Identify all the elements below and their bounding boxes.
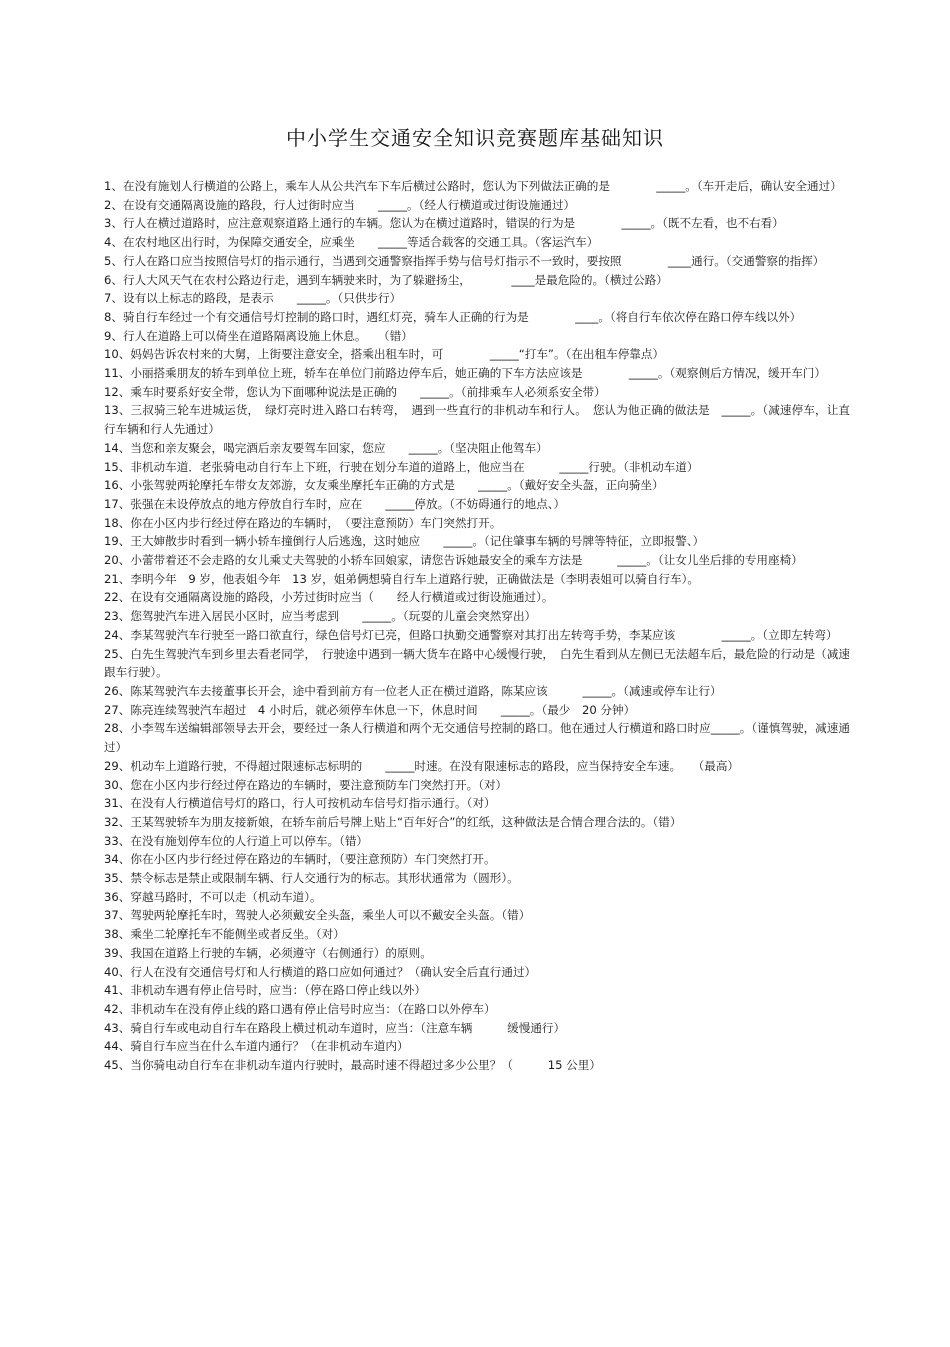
question-item: 21、李明今年 9 岁，他表姐今年 13 岁，姐弟俩想骑自行车上道路行驶，正确做法是（李明表姐可以骑自行车）。 — [104, 571, 699, 586]
question-item: 29、机动车上道路行驶，不得超过限速标志标明的 _____时速。在没有限速标志的路段，应当保持安全车速。 （最高） — [104, 758, 740, 773]
question-item: 27、陈亮连续驾驶汽车超过 4 小时后，就必须停车休息一下，休息时间 _____。（最少 20 分钟） — [104, 702, 636, 717]
question-item: 11、小丽搭乘朋友的轿车到单位上班，轿车在单位门前路边停车后，她正确的下车方法应该是 _____。（观察侧后方情况，缓开车门） — [104, 366, 826, 381]
question-item: 3、行人在横过道路时，应注意观察道路上通行的车辆。您认为在横过道路时，错误的行为是 _____。（既不左看，也不右看） — [104, 216, 784, 231]
question-item: 22、在设有交通隔离设施的路段，小芳过街时应当（ 经人行横道或过街设施通过）。 — [104, 590, 554, 605]
question-item: 5、行人在路口应当按照信号灯的指示通行，当遇到交通警察指挥手势与信号灯指示不一致时，要按照 ____通行。（交通警察的指挥） — [104, 253, 825, 268]
question-item: 42、非机动车在没有停止线的路口遇有停止信号时应当：（在路口以外停车） — [104, 1001, 496, 1016]
question-item: 35、禁令标志是禁止或限制车辆、行人交通行为的标志。其形状通常为（圆形）。 — [104, 871, 519, 886]
question-item: 9、行人在道路上可以倚坐在道路隔离设施上休息。 （错） — [104, 328, 413, 343]
question-item: 17、张强在未设停放点的地方停放自行车时，应在 _____停放。（不妨碍通行的地点、） — [104, 496, 566, 511]
page-title: 中小学生交通安全知识竞赛题库基础知识 — [286, 126, 664, 150]
question-item: 6、行人大风天气在农村公路边行走，遇到车辆驶来时，为了躲避扬尘， ____是最危险的。（横过公路） — [104, 272, 668, 287]
question-item: 25、白先生驾驶汽车到乡里去看老同学， 行驶途中遇到一辆大货车在路中心缓慢行驶， 白先生看到从左侧已无法超车后，最危险的行动是（减速跟车行驶）。 — [104, 646, 850, 680]
question-item: 26、陈某驾驶汽车去接董事长开会，途中看到前方有一位老人正在横过道路，陈某应该 _____。（减速或停车让行） — [104, 683, 722, 698]
question-item: 2、在设有交通隔离设施的路段，行人过街时应当 _____。（经人行横道或过街设施通过） — [104, 197, 576, 212]
question-item: 39、我国在道路上行驶的车辆，必须遵守（右侧通行）的原则。 — [104, 945, 432, 960]
question-item: 43、骑自行车或电动自行车在路段上横过机动车道时，应当：（注意车辆 缓慢通行） — [104, 1020, 566, 1035]
question-list — [104, 177, 850, 1075]
question-item: 30、您在小区内步行经过停在路边的车辆时，要注意预防车门突然打开。（对） — [104, 777, 508, 792]
question-item: 4、在农村地区出行时，为保障交通安全，应乘坐 _____等适合载客的交通工具。（客运汽车） — [104, 235, 599, 250]
question-item: 14、当您和亲友聚会，喝完酒后亲友要驾车回家，您应 _____。（坚决阻止他驾车） — [104, 440, 548, 455]
question-item: 13、三叔骑三轮车进城运货， 绿灯亮时进入路口右转弯， 遇到一些直行的非机动车和行人。 您认为他正确的做法是 _____。（减速停车，让直行车辆和行人先通过） — [104, 403, 850, 437]
question-item: 10、妈妈告诉农村来的大舅，上街要注意安全，搭乘出租车时，可 _____“打车”。（在出租车停靠点） — [104, 347, 665, 362]
question-item: 1、在没有施划人行横道的公路上，乘车人从公共汽车下车后横过公路时，您认为下列做法正确的是 _____。（车开走后，确认安全通过） — [104, 179, 842, 193]
question-item: 45、当你骑电动自行车在非机动车道内行驶时，最高时速不得超过多少公里？（ 15 公里） — [104, 1058, 601, 1073]
question-item: 16、小张驾驶两轮摩托车带女友郊游，女友乘坐摩托车正确的方式是 _____。（戴好安全头盔，正向骑坐） — [104, 478, 664, 493]
question-item: 19、王大婶散步时看到一辆小轿车撞倒行人后逃逸，这时她应 _____。（记住肇事车辆的号牌等特征，立即报警、） — [104, 534, 705, 549]
question-item: 40、行人在没有交通信号灯和人行横道的路口应如何通过？（确认安全后直行通过） — [104, 964, 537, 979]
question-item: 23、您驾驶汽车进入居民小区时，应当考虑到 _____。（玩耍的儿童会突然穿出） — [104, 609, 537, 624]
question-item: 18、你在小区内步行经过停在路边的车辆时， （要注意预防）车门突然打开。 — [104, 515, 502, 530]
question-item: 24、李某驾驶汽车行驶至一路口欲直行，绿色信号灯已亮，但路口执勤交通警察对其打出左转弯手势，李某应该 _____。（立即左转弯） — [104, 627, 838, 642]
question-item: 20、小蕾带着还不会走路的女儿乘丈夫驾驶的小轿车回娘家，请您告诉她最安全的乘车方法是 _____。（让女儿坐后排的专用座椅） — [104, 553, 803, 568]
question-item: 8、骑自行车经过一个有交通信号灯控制的路口时，遇红灯亮，骑车人正确的行为是 ____。（将自行车依次停在路口停车线以外） — [104, 309, 802, 324]
question-item: 28、小李驾车送编辑部领导去开会，要经过一条人行横道和两个无交通信号控制的路口。他在通过人行横道和路口时应_____。（谨慎驾驶，减速通过） — [104, 721, 850, 755]
question-item: 31、在没有人行横道信号灯的路口，行人可按机动车信号灯指示通行。（对） — [104, 796, 496, 811]
question-item: 32、王某驾驶轿车为朋友接新娘，在轿车前后号牌上贴上“百年好合”的红纸，这种做法是合情合理合法的。（错） — [104, 814, 682, 829]
question-item: 36、穿越马路时，不可以走（机动车道）。 — [104, 889, 322, 904]
question-item: 15、非机动车道．老张骑电动自行车上下班，行驶在划分车道的道路上，他应当在 _____行驶。（非机动车道） — [104, 459, 699, 474]
question-item: 33、在没有施划停车位的人行道上可以停车。（错） — [104, 833, 369, 848]
question-item: 44、骑自行车应当在什么车道内通行？（在非机动车道内） — [104, 1039, 409, 1054]
question-item: 34、你在小区内步行经过停在路边的车辆时，（要注意预防）车门突然打开。 — [104, 852, 496, 867]
question-item: 38、乘坐二轮摩托车不能侧坐或者反坐。（对） — [104, 927, 345, 942]
question-item: 7、设有以上标志的路段，是表示 _____。（只供步行） — [104, 291, 402, 306]
question-item: 37、驾驶两轮摩托车时，驾驶人必须戴安全头盔，乘坐人可以不戴安全头盔。（错） — [104, 908, 531, 923]
question-item: 41、非机动车遇有停止信号时，应当：（停在路口停止线以外） — [104, 983, 426, 998]
question-item: 12、乘车时要系好安全带，您认为下面哪种说法是正确的 _____。（前排乘车人必须系安全带） — [104, 384, 606, 399]
